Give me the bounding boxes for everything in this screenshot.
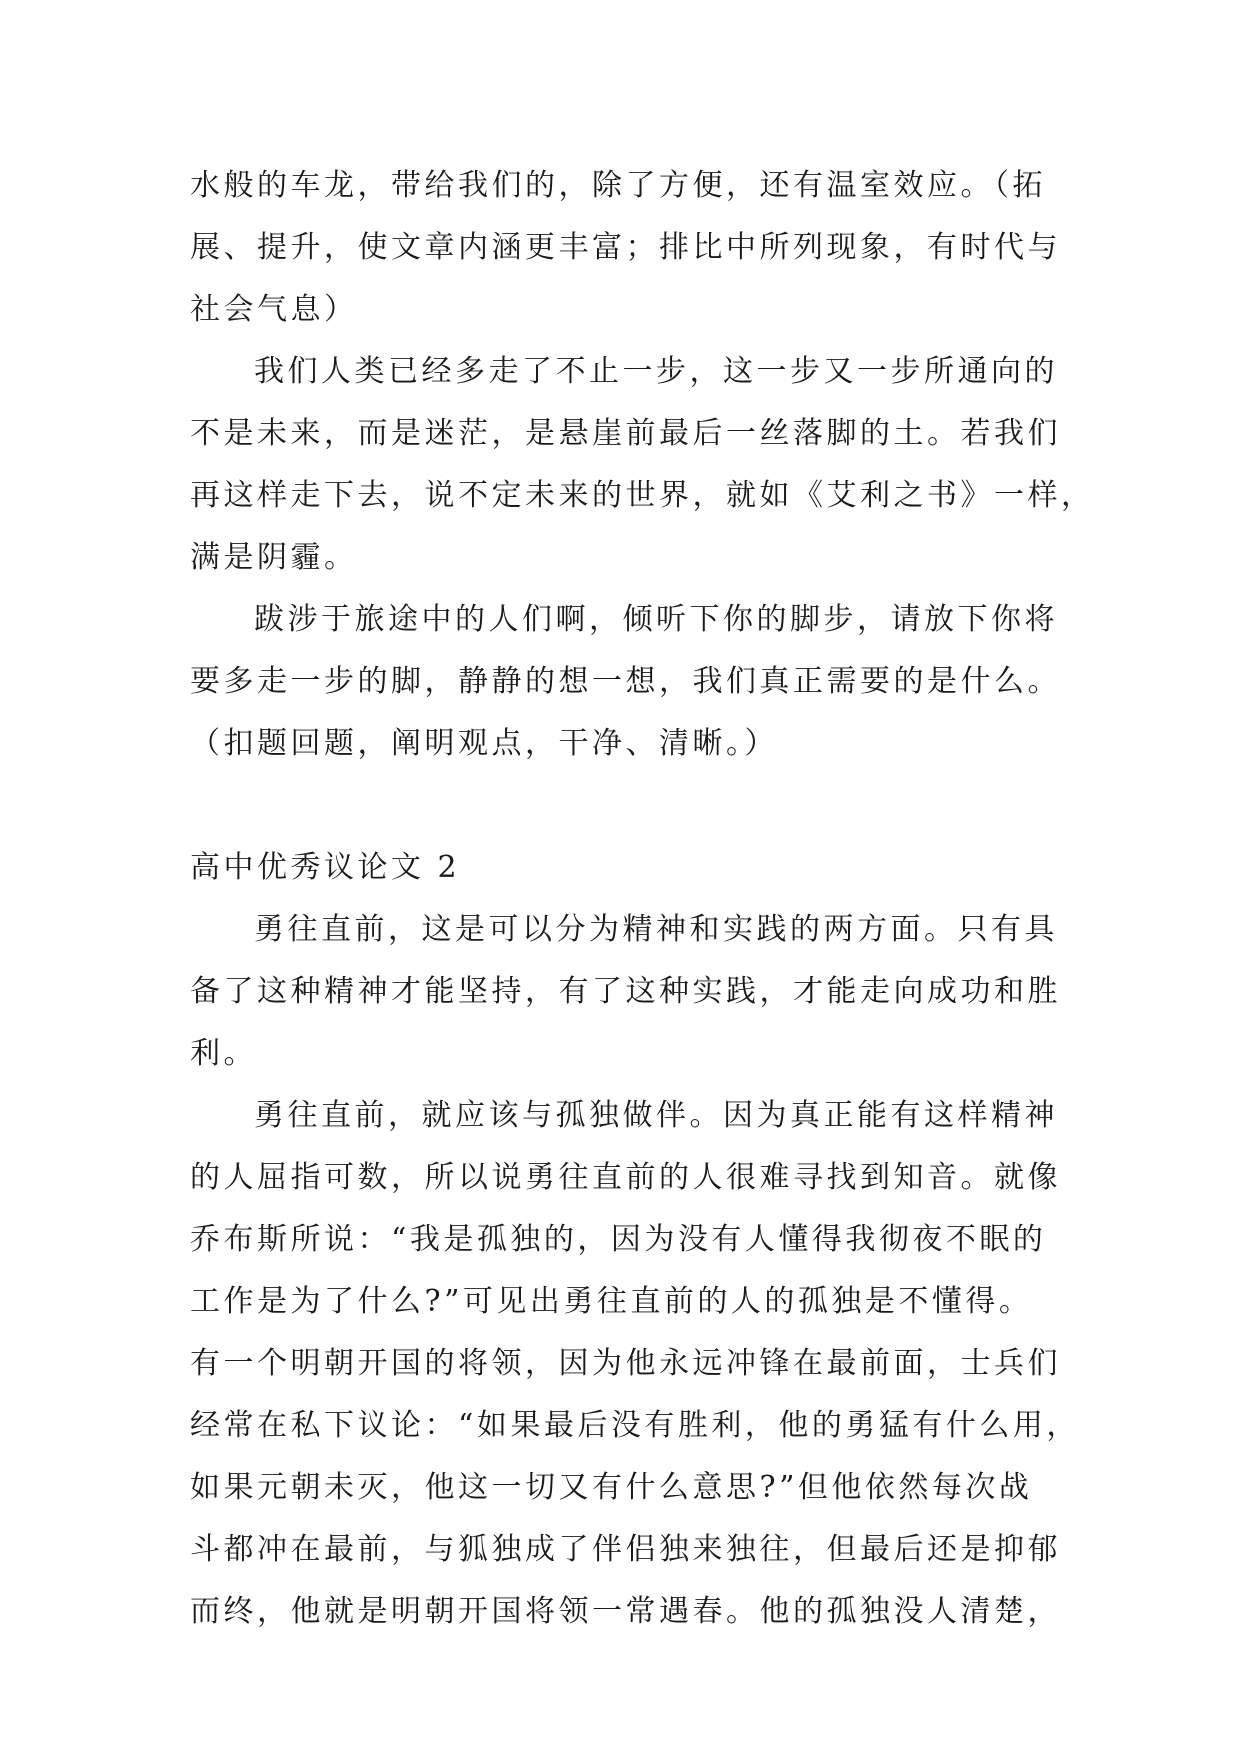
- section-spacer: [190, 775, 1050, 837]
- text-line: 而终，他就是明朝开国将领一常遇春。他的孤独没人清楚，: [190, 1594, 1061, 1629]
- document-body: [190, 155, 1095, 1643]
- text-line: 不是未来，而是迷茫，是悬崖前最后一丝落脚的土。若我们: [190, 416, 1061, 451]
- paragraph: [190, 589, 1061, 775]
- text-line: 水般的车龙，带给我们的，除了方便，还有温室效应。（拓: [190, 168, 1046, 203]
- paragraph: [190, 341, 1095, 589]
- text-line: 要多走一步的脚，静静的想一想，我们真正需要的是什么。: [190, 664, 1061, 699]
- text-line: 的人屈指可数，所以说勇往直前的人很难寻找到知音。就像: [190, 1160, 1061, 1195]
- text-line: 社会气息）: [190, 292, 358, 327]
- text-line: 斗都冲在最前，与狐独成了伴侣独来独往，但最后还是抑郁: [190, 1532, 1061, 1567]
- text-line: 展、提升，使文章内涵更丰富；排比中所列现象，有时代与: [190, 230, 1061, 265]
- text-line: 勇往直前，这是可以分为精神和实践的两方面。只有具: [254, 912, 1058, 947]
- text-line: 乔布斯所说：“我是孤独的，因为没有人懂得我彻夜不眠的: [190, 1222, 1047, 1257]
- text-line: （扣题回题，阐明观点，干净、清晰。）: [190, 726, 778, 761]
- paragraph: [190, 899, 1061, 1085]
- text-line: 再这样走下去，说不定未来的世界，就如《艾利之书》一样，: [190, 478, 1095, 513]
- text-line: 备了这种精神才能坚持，有了这种实践，才能走向成功和胜: [190, 974, 1061, 1009]
- section-heading: 高中优秀议论文 2: [190, 850, 461, 885]
- text-line: 勇往直前，就应该与孤独做伴。因为真正能有这样精神: [254, 1098, 1058, 1133]
- paragraph: [190, 1085, 1080, 1643]
- text-line: 我们人类已经多走了不止一步，这一步又一步所通向的: [254, 354, 1058, 389]
- text-line: 如果元朝未灭，他这一切又有什么意思?”但他依然每次战: [190, 1470, 1033, 1505]
- text-line: 满是阴霾。: [190, 540, 358, 575]
- text-line: 有一个明朝开国的将领，因为他永远冲锋在最前面，士兵们: [190, 1346, 1061, 1381]
- paragraph: [190, 155, 1061, 341]
- text-line: 跋涉于旅途中的人们啊，倾听下你的脚步，请放下你将: [254, 602, 1058, 637]
- text-line: 工作是为了什么?”可见出勇往直前的人的孤独是不懂得。: [190, 1284, 1033, 1319]
- text-line: 经常在私下议论：“如果最后没有胜利，他的勇猛有什么用，: [190, 1408, 1080, 1443]
- text-line: 利。: [190, 1036, 257, 1071]
